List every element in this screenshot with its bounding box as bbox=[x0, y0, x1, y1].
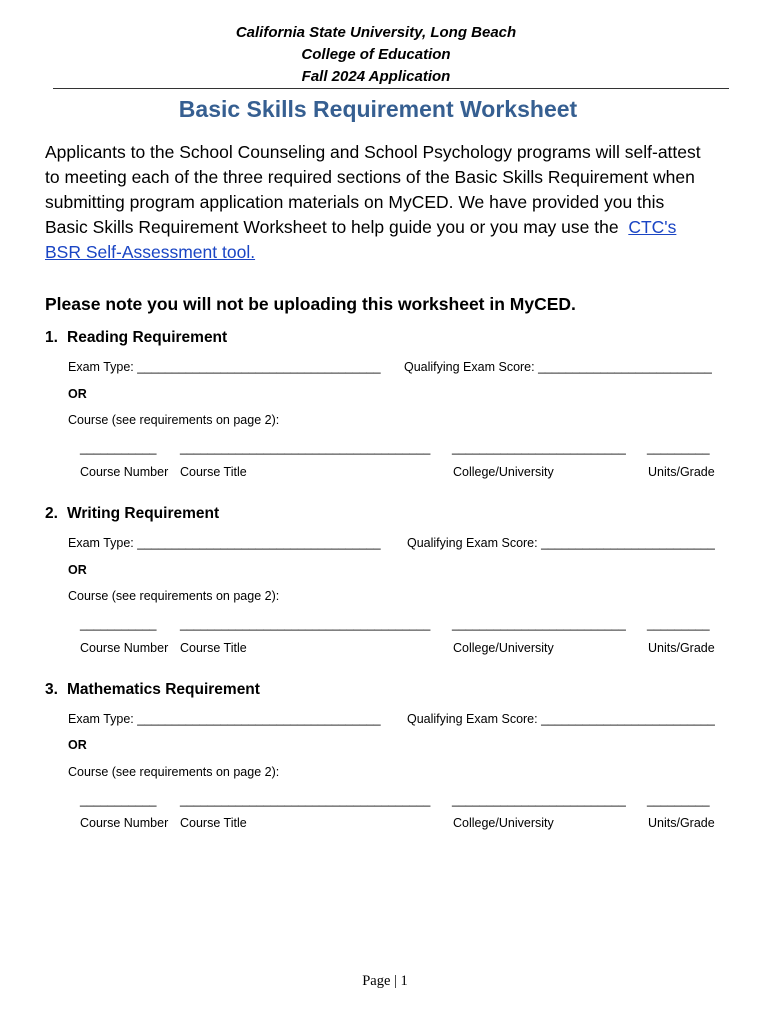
units-blank[interactable]: _________ bbox=[647, 793, 710, 807]
university-name: California State University, Long Beach bbox=[235, 24, 517, 41]
units-label: Units/Grade bbox=[648, 641, 715, 655]
or-label: OR bbox=[68, 563, 87, 577]
reading-exam-score-field[interactable]: Qualifying Exam Score: _________________________ bbox=[404, 360, 712, 374]
section-title: Mathematics Requirement bbox=[67, 681, 260, 698]
course-intro: Course (see requirements on page 2): bbox=[68, 589, 280, 603]
section-reading-heading bbox=[45, 328, 227, 348]
course-title-blank[interactable]: ____________________________________ bbox=[180, 793, 431, 807]
course-number-label: Course Number bbox=[80, 641, 169, 655]
math-exam-type-field[interactable]: Exam Type: ___________________________________ bbox=[68, 712, 381, 726]
or-label: OR bbox=[68, 387, 87, 401]
writing-exam-score-field[interactable]: Qualifying Exam Score: _________________________ bbox=[407, 536, 715, 550]
units-label: Units/Grade bbox=[648, 465, 715, 479]
college-name: College of Education bbox=[301, 46, 451, 63]
units-blank[interactable]: _________ bbox=[647, 617, 710, 631]
units-label: Units/Grade bbox=[648, 816, 715, 830]
reading-exam-type-field[interactable]: Exam Type: ___________________________________ bbox=[68, 360, 381, 374]
upload-note: Please note you will not be uploading this worksheet in MyCED. bbox=[45, 294, 576, 314]
college-label: College/University bbox=[453, 641, 554, 655]
section-title: Reading Requirement bbox=[67, 329, 228, 346]
units-blank[interactable]: _________ bbox=[647, 441, 710, 455]
college-label: College/University bbox=[453, 816, 554, 830]
application-term: Fall 2024 Application bbox=[301, 68, 451, 85]
course-title-blank[interactable]: ____________________________________ bbox=[180, 441, 431, 455]
writing-exam-type-field[interactable]: Exam Type: ___________________________________ bbox=[68, 536, 381, 550]
course-number-label: Course Number bbox=[80, 816, 169, 830]
college-blank[interactable]: _________________________ bbox=[452, 617, 626, 631]
course-number-blank[interactable]: ___________ bbox=[80, 617, 157, 631]
document-header bbox=[0, 22, 752, 88]
section-writing-heading bbox=[45, 504, 219, 524]
course-number-blank[interactable]: ___________ bbox=[80, 441, 157, 455]
course-number-label: Course Number bbox=[80, 465, 169, 479]
section-number: 3. bbox=[45, 681, 58, 698]
or-label: OR bbox=[68, 738, 87, 752]
college-blank[interactable]: _________________________ bbox=[452, 793, 626, 807]
intro-text: Applicants to the School Counseling and School Psychology programs will self-attest to meeting each of the three required sections of the Basic Skills Requirement when submitting program application materials on MyCED. We have provided you this Basic Skills Requirement Worksheet to help guide you or you may use the bbox=[45, 142, 701, 237]
section-number: 1. bbox=[45, 329, 58, 346]
course-intro: Course (see requirements on page 2): bbox=[68, 765, 280, 779]
bsr-self-assessment-link[interactable]: BSR Self-Assessment tool. bbox=[45, 242, 256, 262]
intro-paragraph bbox=[45, 140, 705, 265]
course-title-label: Course Title bbox=[180, 465, 247, 479]
ctc-link[interactable]: CTC's bbox=[628, 217, 677, 237]
section-number: 2. bbox=[45, 505, 58, 522]
course-title-label: Course Title bbox=[180, 641, 247, 655]
math-exam-score-field[interactable]: Qualifying Exam Score: _________________________ bbox=[407, 712, 715, 726]
section-mathematics-heading bbox=[45, 680, 260, 700]
course-title-label: Course Title bbox=[180, 816, 247, 830]
section-title: Writing Requirement bbox=[67, 505, 220, 522]
page-title: Basic Skills Requirement Worksheet bbox=[178, 96, 578, 122]
course-intro: Course (see requirements on page 2): bbox=[68, 413, 280, 427]
page-number: Page | 1 bbox=[362, 973, 408, 989]
header-divider bbox=[53, 88, 729, 89]
course-title-blank[interactable]: ____________________________________ bbox=[180, 617, 431, 631]
college-label: College/University bbox=[453, 465, 554, 479]
college-blank[interactable]: _________________________ bbox=[452, 441, 626, 455]
course-number-blank[interactable]: ___________ bbox=[80, 793, 157, 807]
